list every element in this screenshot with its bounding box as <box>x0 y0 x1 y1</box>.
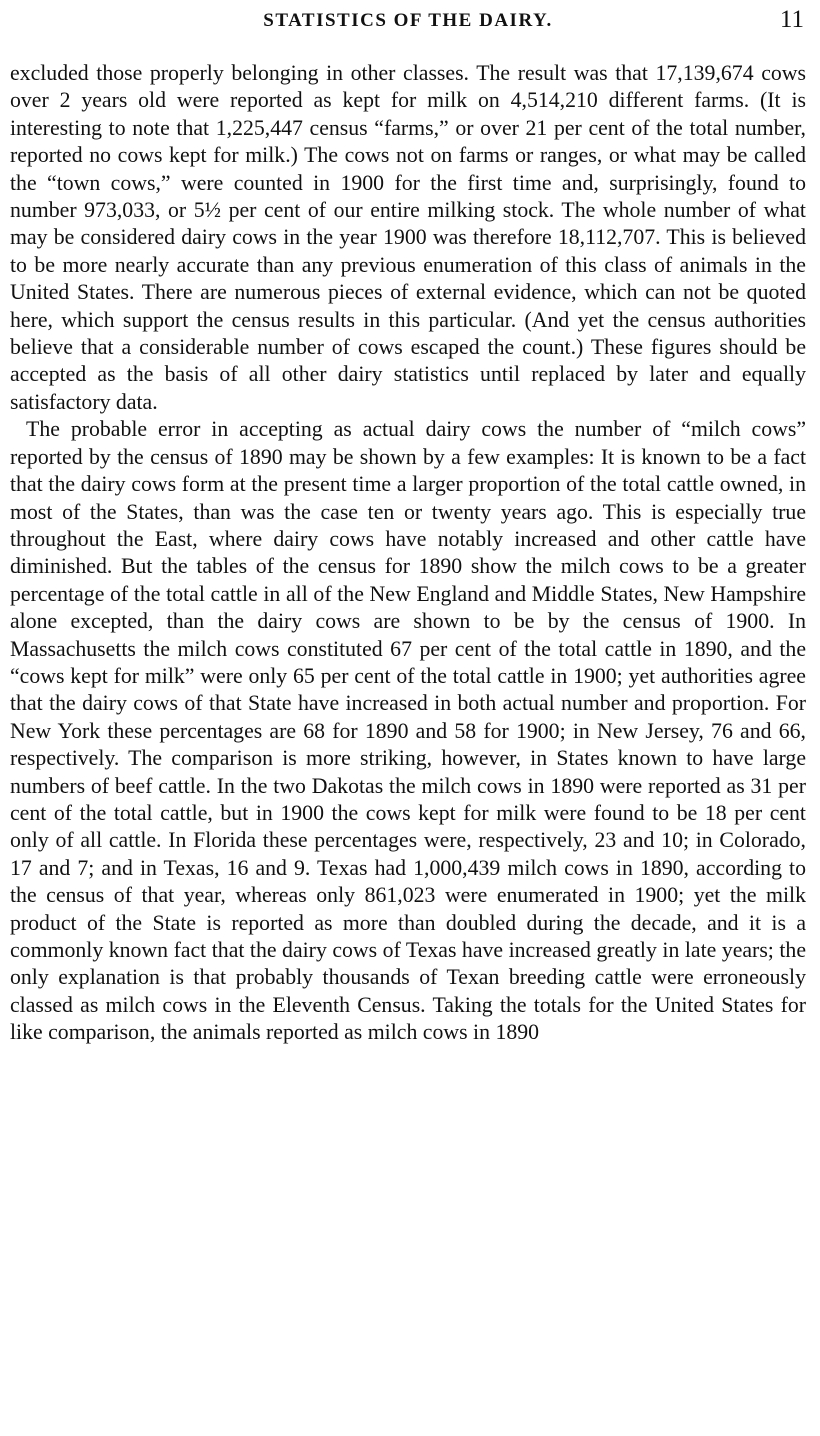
paragraph-probable-error: The probable error in accepting as actual dairy cows the number of “milch cows” reported by the census of 1890 may be shown by a few examples: It is known to be a fact that the dairy cows form at the present time a larger proportion of the total cattle owned, in most of the States, than was the case ten or twenty years ago. This is especially true throughout the East, where dairy cows have notably increased and other cattle have diminished. But the tables of the census for 1890 show the milch cows to be a greater percentage of the total cattle in all of the New England and Middle States, New Hampshire alone excepted, than the dairy cows are shown to be by the census of 1900. In Massachusetts the milch cows constituted 67 per cent of the total cattle in 1890, and the “cows kept for milk” were only 65 per cent of the total cattle in 1900; yet authorities agree that the dairy cows of that State have increased in both actual number and proportion. For New York these percentages are 68 for 1890 and 58 for 1900; in New Jersey, 76 and 66, respectively. The comparison is more striking, however, in States known to have large numbers of beef cattle. In the two Dakotas the milch cows in 1890 were reported as 31 per cent of the total cattle, but in 1900 the cows kept for milk were found to be 18 per cent only of all cattle. In Florida these percentages were, respectively, 23 and 10; in Colorado, 17 and 7; and in Texas, 16 and 9. Texas had 1,000,439 milch cows in 1890, according to the census of that year, whereas only 861,023 were enumerated in 1900; yet the milk product of the State is reported as more than doubled during the decade, and it is a commonly known fact that the dairy cows of Texas have increased greatly in late years; the only explanation is that probably thousands of Texan breeding cattle were erroneously classed as milch cows in the Eleventh Census. Taking the totals for the United States for like comparison, the animals reported as milch cows in 1890 <box>10 417 806 1045</box>
paragraph-continued: excluded those properly belonging in other classes. The result was that 17,139,674 cows over 2 years old were reported as kept for milk on 4,514,210 different farms. (It is interesting to note that 1,225,447 census “farms,” or over 21 per cent of the total number, reported no cows kept for milk.) The cows not on farms or ranges, or what may be called the “town cows,” were counted in 1900 for the first time and, surprisingly, found to number 973,033, or 5½ per cent of our entire milking stock. The whole number of what may be considered dairy cows in the year 1900 was therefore 18,112,707. This is believed to be more nearly accurate than any previous enumeration of this class of animals in the United States. There are numerous pieces of external evidence, which can not be quoted here, which support the census results in this particular. (And yet the census authorities believe that a considerable number of cows escaped the count.) These figures should be accepted as the basis of all other dairy statistics until replaced by later and equally satisfactory data. <box>10 61 806 414</box>
page-number: 11 <box>779 6 804 33</box>
running-head <box>10 4 806 40</box>
body-text <box>10 60 806 1047</box>
running-title: STATISTICS OF THE DAIRY. <box>263 10 553 31</box>
